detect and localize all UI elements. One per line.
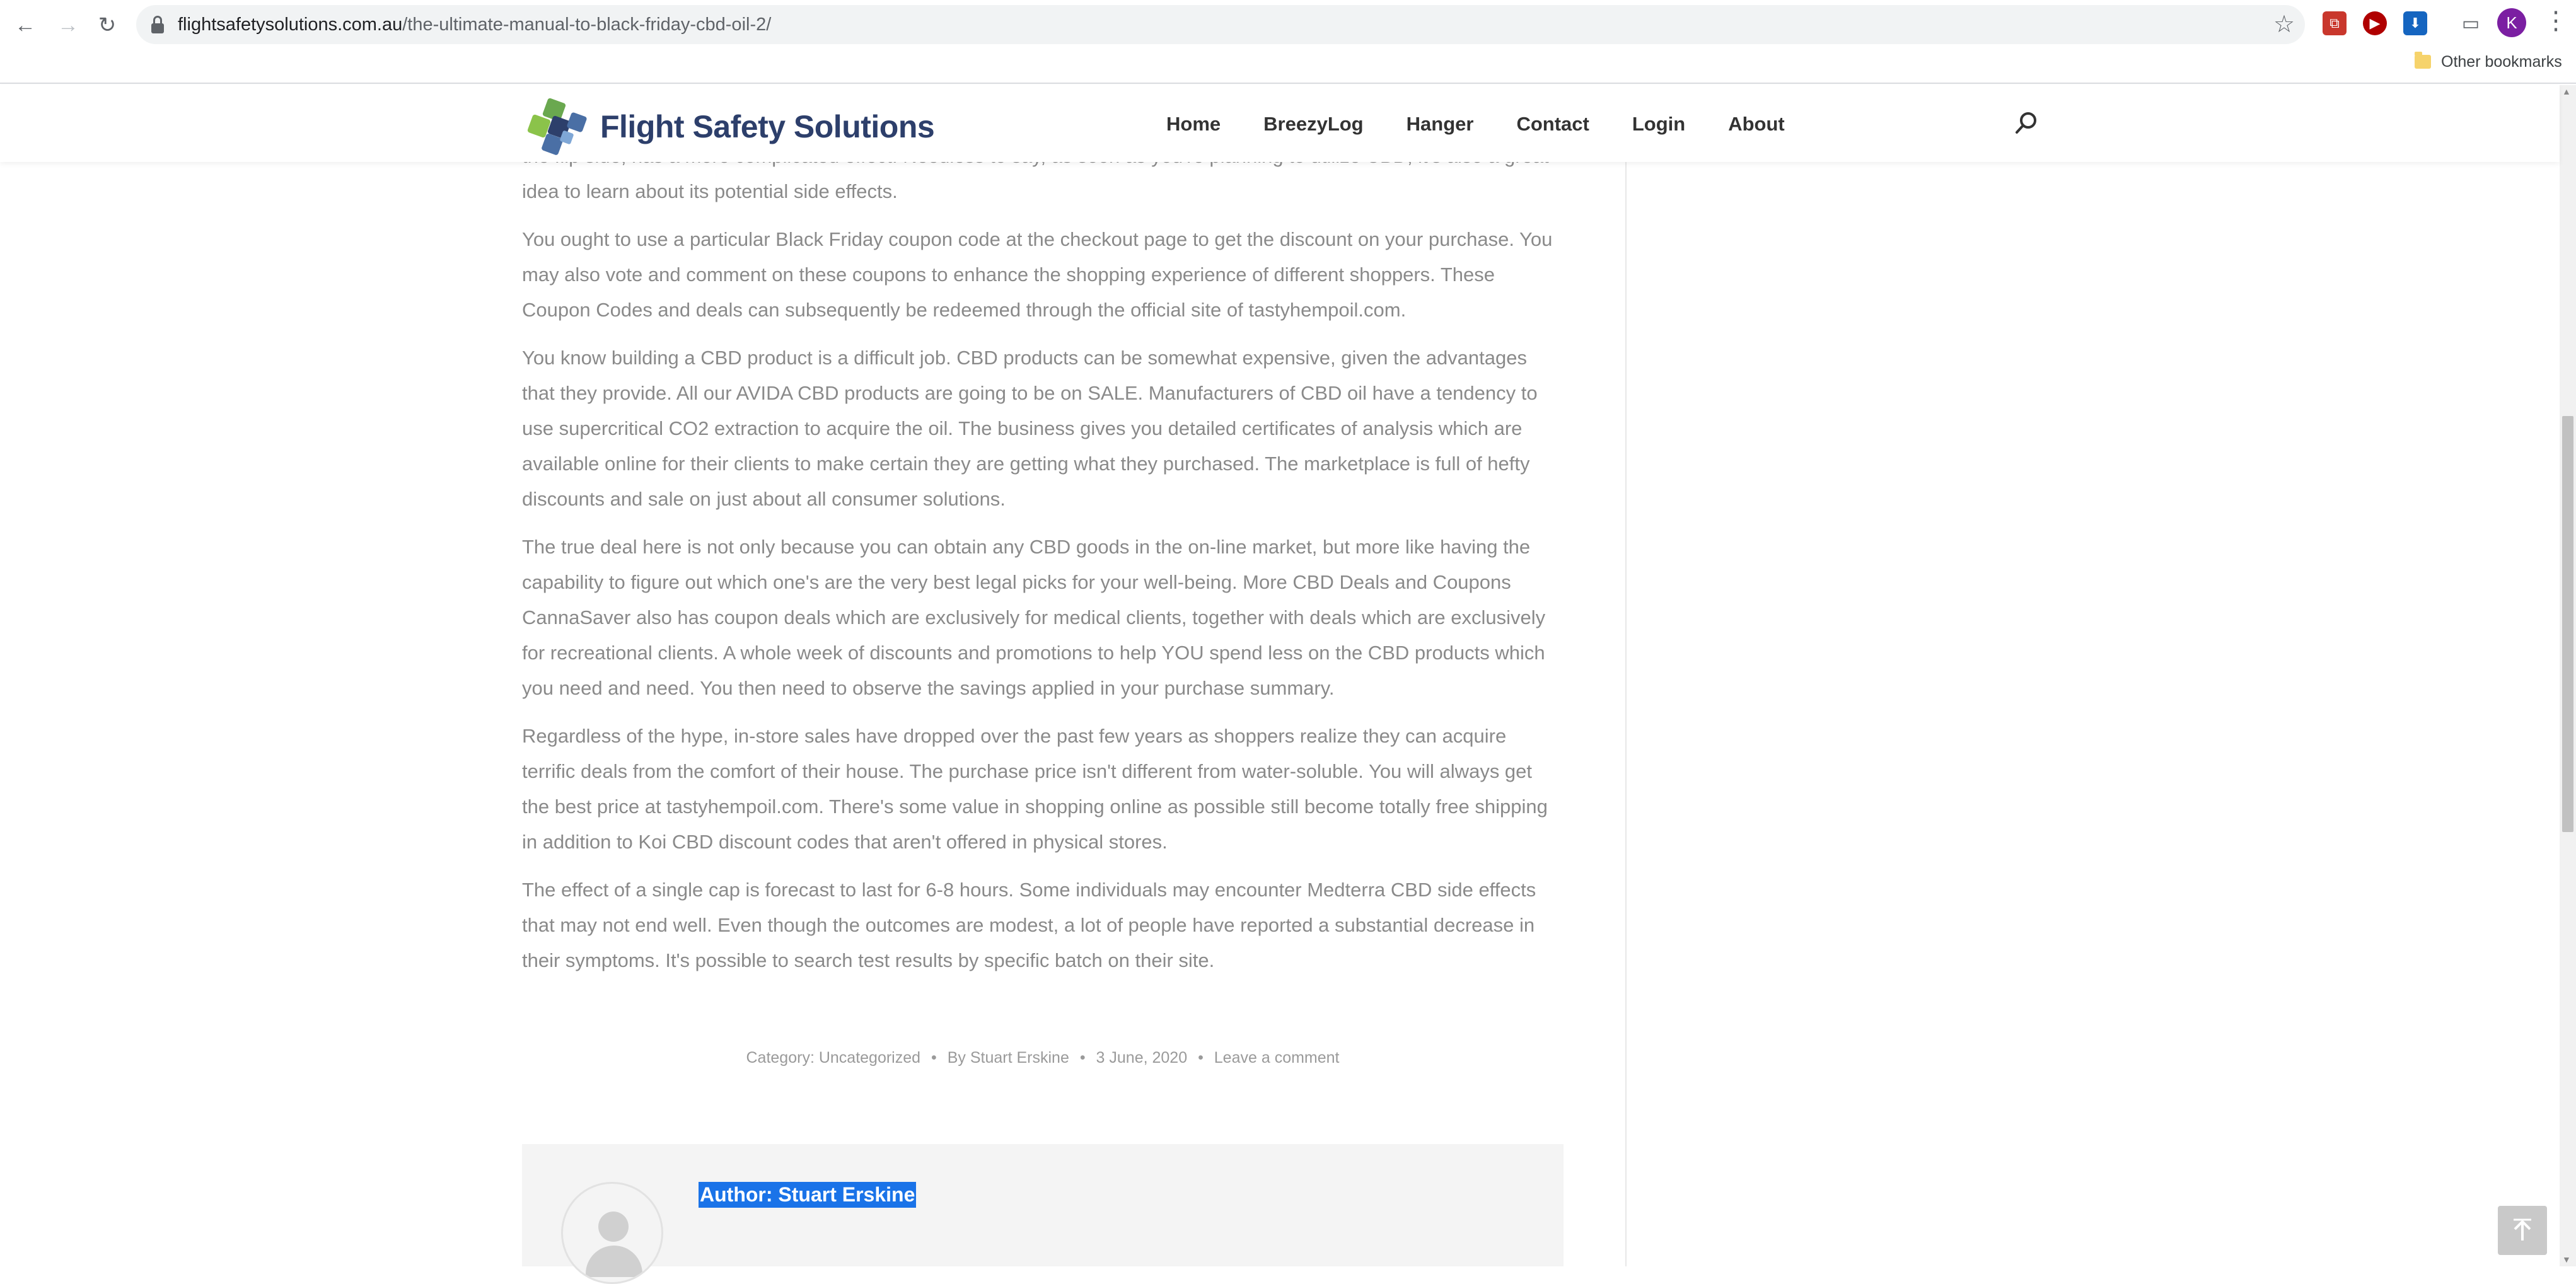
nav-breezylog[interactable]: BreezyLog [1263, 113, 1364, 135]
browser-chrome [0, 0, 2576, 84]
site-header [0, 85, 2560, 162]
paragraph: You ought to use a particular Black Friday coupon code at the checkout page to get the discount on your purchase. You may also vote and comment on these coupons to enhance the shopping experience of different shoppers. These Coupon Codes and deals can subsequently be redeemed through the official site of tastyhempoil.com. [522, 228, 1553, 321]
paragraph: idea to learn about its potential side effects. [522, 180, 898, 202]
scroll-down-icon[interactable]: ▼ [2562, 1254, 2571, 1264]
folder-icon [2415, 55, 2431, 69]
nav-hanger[interactable]: Hanger [1406, 113, 1474, 135]
other-bookmarks[interactable]: Other bookmarks [2441, 52, 2562, 71]
address-bar[interactable] [136, 5, 2305, 44]
logo-text: Flight Safety Solutions [600, 109, 935, 144]
post-meta: Category: Uncategorized • By Stuart Erskine • 3 June, 2020 • Leave a comment [746, 1049, 1340, 1067]
post-author[interactable]: By Stuart Erskine [947, 1049, 1069, 1067]
scroll-up-icon[interactable]: ▲ [2562, 86, 2571, 96]
author-title: Author: Stuart Erskine [699, 1182, 916, 1208]
nav-contact[interactable]: Contact [1516, 113, 1589, 135]
main-navigation [1166, 113, 1828, 136]
article-content [522, 139, 1564, 991]
author-box [522, 1144, 1564, 1266]
back-arrow-icon[interactable]: ← [15, 13, 36, 37]
search-icon[interactable] [2014, 110, 2039, 136]
profile-avatar[interactable]: K [2497, 8, 2526, 37]
url-domain: flightsafetysolutions.com.au [178, 14, 403, 35]
arrow-up-icon [2510, 1218, 2535, 1243]
kebab-menu-icon[interactable]: ⋮ [2543, 7, 2568, 35]
cast-icon[interactable]: ▭ [2461, 13, 2480, 34]
download-extension-icon[interactable]: ⬇ [2403, 11, 2427, 35]
site-logo[interactable] [525, 95, 934, 158]
url-text[interactable] [178, 14, 771, 35]
bookmark-star-icon[interactable]: ☆ [2273, 11, 2295, 38]
nav-about[interactable]: About [1728, 113, 1785, 135]
back-to-top-button[interactable] [2498, 1206, 2547, 1255]
post-category[interactable]: Category: Uncategorized [746, 1049, 921, 1067]
nav-home[interactable]: Home [1166, 113, 1221, 135]
paragraph: Regardless of the hype, in-store sales have dropped over the past few years as shoppers realize they can acquire terrific deals from the comfort of their house. The purchase price isn't different from water-soluble. You will always get the best price at tastyhempoil.com. There's some value in shopping online as possible still become totally free shipping in addition to Koi CBD discount codes that aren't offered in physical stores. [522, 725, 1548, 853]
sidebar-divider [1625, 162, 1627, 1266]
nav-login[interactable]: Login [1632, 113, 1686, 135]
scrollbar-thumb[interactable] [2562, 416, 2573, 832]
reload-icon[interactable]: ↻ [98, 13, 117, 37]
paragraph: The true deal here is not only because you can obtain any CBD goods in the on-line market, but more like having the capability to figure out which one's are the very best legal picks for your well-being. More CBD Deals and Coupons CannaSaver also has coupon deals which are exclusively for medical clients, together with deals which are exclusively for recreational clients. A whole week of discounts and promotions to help YOU spend less on the CBD products which you need and need. You then need to observe the savings applied in your purchase summary. [522, 536, 1546, 699]
bookmarks-bar [2415, 50, 2562, 73]
paragraph: The effect of a single cap is forecast to last for 6-8 hours. Some individuals may encounter Medterra CBD side effects that may not end well. Even though the outcomes are modest, a lot of people have reported a substantial decrease in their symptoms. It's possible to search test results by specific batch on their site. [522, 879, 1536, 971]
post-date[interactable]: 3 June, 2020 [1096, 1049, 1188, 1067]
forward-arrow-icon[interactable]: → [57, 13, 79, 37]
avatar [561, 1182, 663, 1284]
lock-icon [151, 16, 164, 33]
paragraph: You know building a CBD product is a difficult job. CBD products can be somewhat expensive, given the advantages that they provide. All our AVIDA CBD products are going to be on SALE. Manufacturers of CBD oil have a tendency to use supercritical CO2 extraction to acquire the oil. The business gives you detailed certificates of analysis which are available online for their clients to make certain they are getting what they purchased. The marketplace is full of hefty discounts and sale on just about all consumer solutions. [522, 347, 1538, 510]
play-extension-icon[interactable]: ▶ [2363, 11, 2387, 35]
url-path: /the-ultimate-manual-to-black-friday-cbd-oil-2/ [402, 14, 772, 35]
logo-mark-icon [525, 95, 594, 158]
leave-comment-link[interactable]: Leave a comment [1214, 1049, 1340, 1067]
pdf-extension-icon[interactable]: ⧉ [2323, 11, 2347, 35]
